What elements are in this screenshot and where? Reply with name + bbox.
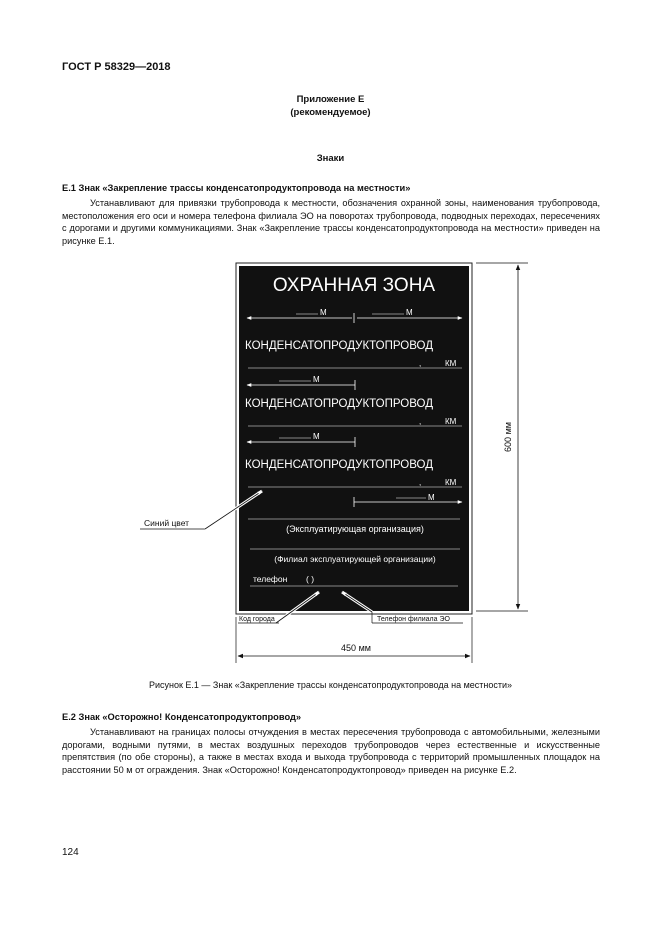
unit-km: КМ <box>445 417 457 426</box>
height-dimension-label: 600 мм <box>503 422 513 452</box>
width-dimension-label: 450 мм <box>341 643 371 653</box>
callout-blue-color: Синий цвет <box>144 518 190 528</box>
e1-text: Устанавливают для привязки трубопровода к местности, обозначения охранной зоны, наименования трубопровода, местоположения его оси и номера телефона филиала ЭО на поворотах трубопровода, подводных переходах, пересечениях с дорогами и другими коммуникациями. Знак «Закрепление трассы конденсатопродуктопровода на местности» приведен на рисунке Е.1. <box>62 198 600 246</box>
comma: , <box>419 417 422 426</box>
distance-unit-m: М <box>313 375 320 384</box>
branch-label: (Филиал эксплуатирующей организации) <box>274 554 436 564</box>
e2-heading: Е.2 Знак «Осторожно! Конденсатопродуктопровод» <box>62 712 302 722</box>
comma: , <box>419 359 422 368</box>
distance-unit-m: М <box>428 493 435 502</box>
e1-heading: Е.1 Знак «Закрепление трассы конденсатопродуктопровода на местности» <box>62 183 411 193</box>
document-header: ГОСТ Р 58329—2018 <box>62 61 171 73</box>
distance-unit-m: М <box>313 432 320 441</box>
figure-caption: Рисунок Е.1 — Знак «Закрепление трассы конденсатопродуктопровода на местности» <box>148 680 513 690</box>
comma: , <box>419 478 422 487</box>
callout-branch-phone: Телефон филиала ЭО <box>377 616 450 623</box>
pipeline-name: КОНДЕНСАТОПРОДУКТОПРОВОД <box>245 459 434 471</box>
phone-brackets: ( ) <box>306 574 315 584</box>
unit-km: КМ <box>445 478 457 487</box>
appendix-title: Приложение Е <box>296 94 365 105</box>
operator-label: (Эксплуатирующая организация) <box>286 524 424 534</box>
sign-title: ОХРАННАЯ ЗОНА <box>272 275 436 296</box>
callout-city-code: Код города <box>239 616 275 623</box>
pipeline-name: КОНДЕНСАТОПРОДУКТОПРОВОД <box>245 398 434 410</box>
e2-paragraph <box>62 726 600 776</box>
pipeline-name: КОНДЕНСАТОПРОДУКТОПРОВОД <box>245 340 434 352</box>
distance-unit-m: М <box>406 308 413 317</box>
unit-km: КМ <box>445 359 457 368</box>
page-number: 124 <box>62 847 79 858</box>
appendix-subtitle: (рекомендуемое) <box>290 107 371 118</box>
e2-text: Устанавливают на границах полосы отчуждения в местах пересечения трубопровода с автомобильными, железными дорогами, водными путями, в местах воздушных переходов трубопроводов через естественные и искусственные препятствия (по обе стороны), а также в местах входа и выхода трубопровода с территорий промышленных площадок на расстоянии 50 м от ограждения. Знак «Осторожно! Конденсатопродуктопровод» приведен на рисунке Е.2. <box>62 727 600 775</box>
section-title: Знаки <box>316 153 345 164</box>
distance-unit-m: М <box>320 308 327 317</box>
phone-label: телефон <box>253 574 288 584</box>
